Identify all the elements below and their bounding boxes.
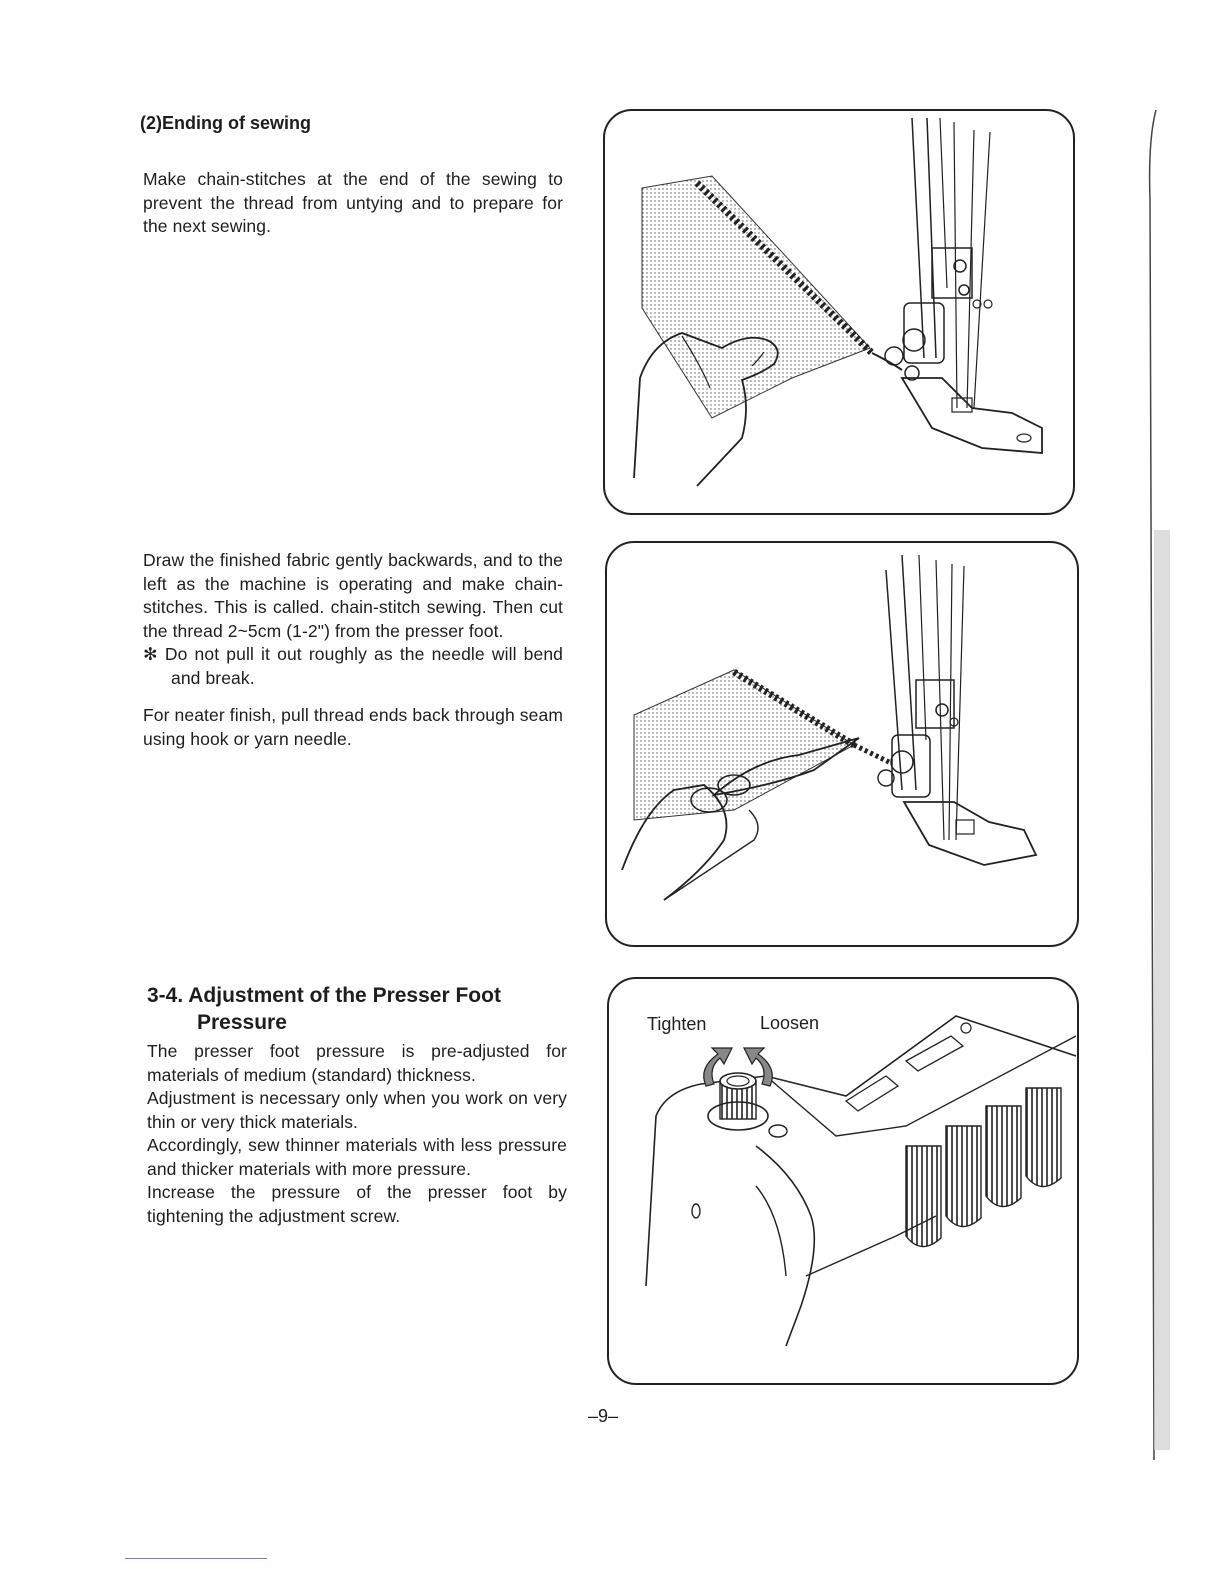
ending-para-1: Make chain-stitches at the end of the sewing to prevent the thread from untying and to prepare for the next sewing. [143,169,563,236]
pressure-para-1: The presser foot pressure is pre-adjusted for materials of medium (standard) thickness. [147,1041,567,1085]
section-pressure-title [147,982,501,1036]
figure-cutting-thread-drawing [604,540,1080,948]
figure-pressure-screw [606,976,1080,1386]
pressure-para-3: Accordingly, sew thinner materials with less pressure and thicker materials with more pressure. [147,1135,567,1179]
figure-pressure-screw-drawing [606,976,1080,1386]
footer-rule [125,1558,267,1559]
page-number: –9– [588,1406,619,1426]
section-ending-title: (2)Ending of sewing [140,113,311,133]
ending-intro-text [143,168,563,239]
scan-edge-shadow [1148,110,1178,1460]
figure-chain-stitch-end [602,108,1076,516]
label-loosen: Loosen [760,1013,820,1033]
figure-cutting-thread [604,540,1080,948]
ending-para-2: Draw the finished fabric gently backwards, and to the left as the machine is operating and make chain-stitches. This is called. chain-stitch sewing. Then cut the thread 2~5cm (1-2") from the presser foot. [143,550,563,641]
ending-instructions [143,549,563,751]
ending-note: ✻ Do not pull it out roughly as the needle will bend and break. [143,644,563,688]
label-tighten: Tighten [647,1014,707,1034]
pressure-title-line-1: 3-4. Adjustment of the Presser Foot [147,984,501,1007]
figure-chain-stitch-end-drawing [602,108,1076,516]
pressure-body [147,1040,567,1228]
pressure-title-line-2: Pressure [197,1011,287,1034]
pressure-para-2: Adjustment is necessary only when you work on very thin or very thick materials. [147,1088,567,1132]
ending-para-3: For neater finish, pull thread ends back through seam using hook or yarn needle. [143,705,563,749]
pressure-para-4: Increase the pressure of the presser foot by tightening the adjustment screw. [147,1182,567,1226]
